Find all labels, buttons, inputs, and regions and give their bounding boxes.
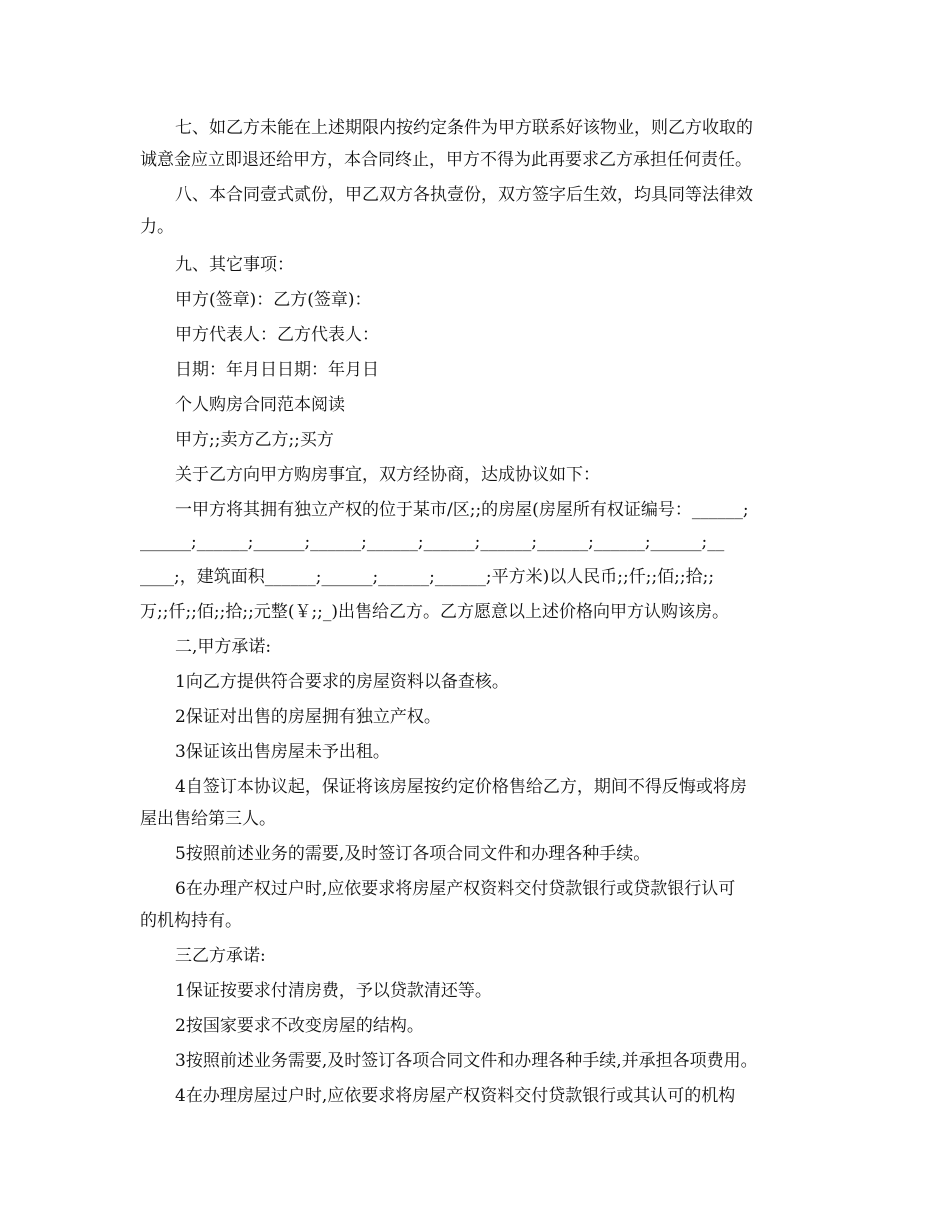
party-a-item-3: 3保证该出售房屋未予出租。 <box>175 742 390 762</box>
clause-7-line-1: 七、如乙方未能在上述期限内按约定条件为甲方联系好该物业，则乙方收取的 <box>175 118 753 138</box>
party-b-commitments-heading: 三乙方承诺: <box>175 946 266 966</box>
date-line: 日期：年月日日期：年月日 <box>175 360 379 380</box>
section-title: 个人购房合同范本阅读 <box>175 395 345 415</box>
party-b-item-1: 1保证按要求付清房费，予以贷款清还等。 <box>175 981 492 1001</box>
clause-8-line-1: 八、本合同壹式贰份，甲乙双方各执壹份，双方签字后生效，均具同等法律效 <box>175 185 753 205</box>
party-a-item-4-line-2: 屋出售给第三人。 <box>140 809 276 829</box>
party-a-item-5: 5按照前述业务的需要,及时签订各项合同文件和办理各种手续。 <box>175 844 651 864</box>
party-a-item-6-line-1: 6在办理产权过户时,应依要求将房屋产权资料交付贷款银行或贷款银行认可 <box>175 879 736 899</box>
clause-7-line-2: 诚意金应立即退还给甲方，本合同终止，甲方不得为此再要求乙方承担任何责任。 <box>140 150 752 170</box>
article-1-line-2: ______;______;______;______;______;______;______;______;______;______;__ <box>140 532 725 552</box>
party-a-item-6-line-2: 的机构持有。 <box>140 911 242 931</box>
party-a-item-2: 2保证对出售的房屋拥有独立产权。 <box>175 707 441 727</box>
article-1-line-4: 万;;仟;;佰;;拾;;元整(￥;;_)出售给乙方。乙方愿意以上述价格向甲方认购该房。 <box>140 602 730 622</box>
parties-line: 甲方;;卖方乙方;;买方 <box>175 430 334 450</box>
clause-9-heading: 九、其它事项： <box>175 255 294 275</box>
clause-8-line-2: 力。 <box>140 217 174 237</box>
party-b-item-4: 4在办理房屋过户时,应依要求将房屋产权资料交付贷款银行或其认可的机构 <box>175 1086 736 1106</box>
party-a-item-4-line-1: 4自签订本协议起，保证将该房屋按约定价格售给乙方，期间不得反悔或将房 <box>175 777 747 797</box>
party-a-item-1: 1向乙方提供符合要求的房屋资料以备查核。 <box>175 672 509 692</box>
article-1-line-1: 一甲方将其拥有独立产权的位于某市/区;;的房屋(房屋所有权证编号：______; <box>175 500 749 520</box>
signature-line: 甲方(签章)：乙方(签章)： <box>175 290 372 310</box>
party-b-item-2: 2按国家要求不改变房屋的结构。 <box>175 1016 424 1036</box>
article-1-line-3: ____;，建筑面积______;______;______;______;平方米)以人民币;;仟;;佰;;拾;; <box>140 567 715 587</box>
party-a-commitments-heading: 二,甲方承诺: <box>175 637 272 657</box>
document-page <box>140 112 820 1112</box>
party-b-item-3: 3按照前述业务需要,及时签订各项合同文件和办理各种手续,并承担各项费用。 <box>175 1051 758 1071</box>
representative-line: 甲方代表人：乙方代表人： <box>175 325 379 345</box>
agreement-intro: 关于乙方向甲方购房事宜，双方经协商，达成协议如下： <box>175 465 600 485</box>
